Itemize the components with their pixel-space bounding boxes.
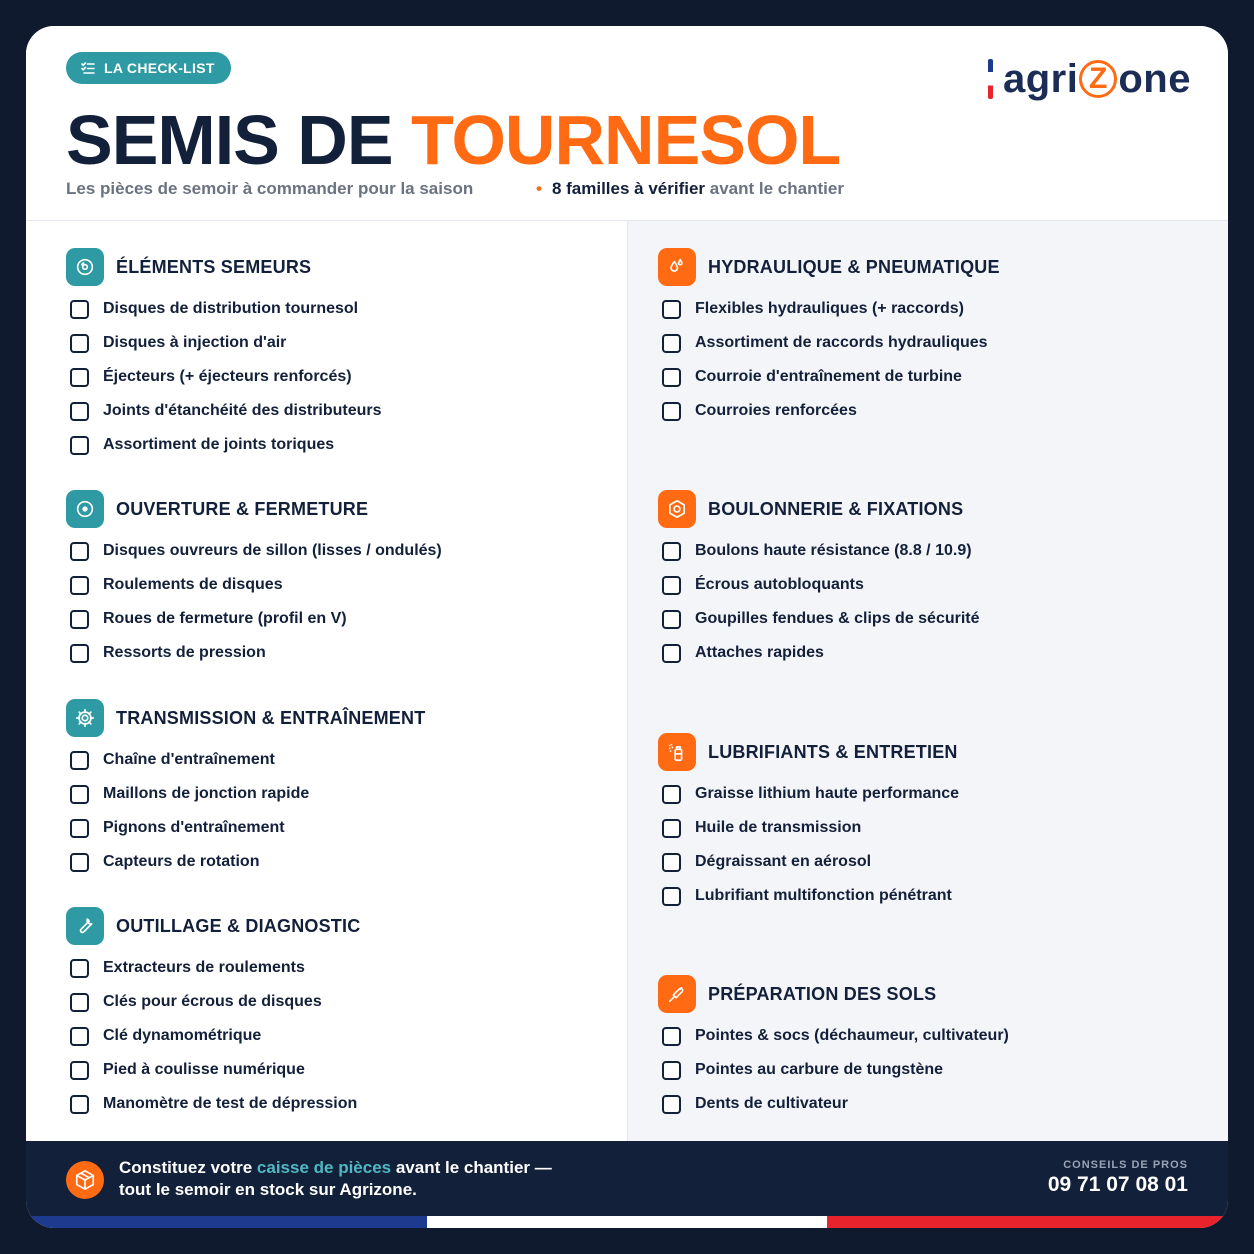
checkbox[interactable]	[662, 300, 681, 319]
section-title: TRANSMISSION & ENTRAÎNEMENT	[116, 707, 426, 728]
bullet-dot-icon: •	[536, 179, 542, 198]
checklist-item[interactable]	[658, 360, 1000, 394]
checklist-items	[66, 743, 425, 879]
section-header	[66, 699, 425, 737]
footer-message: Constituez votre caisse de pièces avant le chantier — tout le semoir en stock sur Agrizone.	[119, 1158, 552, 1199]
checklist-item[interactable]	[66, 394, 382, 428]
badge-label: LA CHECK-LIST	[104, 60, 215, 76]
item-label: Lubrifiant multifonction pénétrant	[695, 887, 952, 904]
checklist-item[interactable]	[658, 811, 959, 845]
item-label: Roues de fermeture (profil en V)	[103, 610, 347, 627]
list-check-icon	[80, 60, 96, 76]
flag-icon	[988, 59, 993, 99]
section-title: OUVERTURE & FERMETURE	[116, 498, 369, 519]
item-label: Éjecteurs (+ éjecteurs renforcés)	[103, 368, 352, 385]
contact-block	[1048, 1159, 1188, 1197]
checklist-item[interactable]	[658, 777, 959, 811]
section-ouverture-fermeture	[66, 490, 442, 670]
caisse-link[interactable]: caisse de pièces	[256, 1158, 392, 1177]
checklist-item[interactable]	[66, 1053, 360, 1087]
checklist-item[interactable]	[66, 985, 360, 1019]
target-icon	[66, 490, 104, 528]
contact-kicker: CONSEILS DE PROS	[1063, 1159, 1188, 1171]
section-lubrifiants-entretien	[658, 733, 959, 913]
item-label: Dents de cultivateur	[695, 1095, 848, 1112]
item-label: Manomètre de test de dépression	[103, 1095, 358, 1112]
item-label: Flexibles hydrauliques (+ raccords)	[695, 300, 964, 317]
checklist-items	[658, 292, 1000, 428]
checkbox[interactable]	[70, 1027, 89, 1046]
section-title: OUTILLAGE & DIAGNOSTIC	[116, 915, 361, 936]
checklist-item[interactable]	[658, 845, 959, 879]
item-label: Clé dynamométrique	[103, 1027, 262, 1044]
checklist-item[interactable]	[66, 743, 425, 777]
checkbox[interactable]	[70, 959, 89, 978]
item-label: Pied à coulisse numérique	[103, 1061, 305, 1078]
item-label: Écrous autobloquants	[695, 576, 864, 593]
section-title: PRÉPARATION DES SOLS	[708, 983, 937, 1004]
checklist-item[interactable]	[66, 568, 442, 602]
checklist-item[interactable]	[658, 1053, 1009, 1087]
checkbox[interactable]	[70, 853, 89, 872]
section-title: LUBRIFIANTS & ENTRETIEN	[708, 741, 958, 762]
checklist-item[interactable]	[66, 636, 442, 670]
phone-number[interactable]: 09 71 07 08 01	[1047, 1173, 1188, 1196]
families-note: • 8 familles à vérifier avant le chantier	[536, 179, 844, 198]
left-column	[26, 221, 627, 1141]
checklist-item[interactable]	[658, 602, 980, 636]
item-label: Graisse lithium haute performance	[695, 785, 960, 802]
agrizone-logo[interactable]	[988, 54, 1191, 104]
item-label: Huile de transmission	[695, 819, 862, 836]
section-title: BOULONNERIE & FIXATIONS	[708, 498, 964, 519]
checklist-body	[26, 221, 1228, 1141]
section-boulonnerie-fixations	[658, 490, 980, 670]
checklist-badge	[66, 52, 231, 84]
checklist-item[interactable]	[658, 879, 959, 913]
checkbox[interactable]	[662, 887, 681, 906]
droplets-icon	[658, 248, 696, 286]
checklist-items	[658, 777, 959, 913]
section-header	[66, 490, 442, 528]
disc-icon	[66, 248, 104, 286]
subtitle: Les pièces de semoir à commander pour la saison	[66, 179, 474, 198]
checkbox[interactable]	[662, 334, 681, 353]
checkbox[interactable]	[662, 542, 681, 561]
item-label: Dégraissant en aérosol	[695, 853, 872, 870]
header	[26, 26, 1228, 221]
checklist-item[interactable]	[658, 292, 1000, 326]
checklist-item[interactable]	[66, 326, 382, 360]
item-label: Courroies renforcées	[695, 402, 857, 419]
item-label: Capteurs de rotation	[103, 853, 260, 870]
checklist-items	[658, 1019, 1009, 1121]
item-label: Disques à injection d'air	[103, 334, 287, 351]
gear-icon	[66, 699, 104, 737]
item-label: Extracteurs de roulements	[103, 959, 305, 976]
checkbox[interactable]	[70, 1061, 89, 1080]
item-label: Assortiment de raccords hydrauliques	[695, 334, 988, 351]
section-hydraulique-pneumatique	[658, 248, 1000, 428]
checkbox[interactable]	[662, 576, 681, 595]
item-label: Courroie d'entraînement de turbine	[695, 368, 962, 385]
checklist-item[interactable]	[658, 636, 980, 670]
checkbox[interactable]	[662, 1061, 681, 1080]
checkbox[interactable]	[70, 819, 89, 838]
checkbox[interactable]	[70, 300, 89, 319]
checkbox[interactable]	[662, 853, 681, 872]
tricolor-stripe	[26, 1216, 1228, 1228]
item-label: Attaches rapides	[695, 644, 824, 661]
item-label: Goupilles fendues & clips de sécurité	[695, 610, 980, 627]
right-column	[628, 221, 1228, 1141]
checklist-items	[66, 951, 360, 1121]
checklist-item[interactable]	[66, 777, 425, 811]
checkbox[interactable]	[662, 1095, 681, 1114]
wrench-icon	[66, 907, 104, 945]
checkbox[interactable]	[70, 334, 89, 353]
section-header	[658, 975, 1009, 1013]
checklist-item[interactable]	[658, 1087, 1009, 1121]
item-label: Chaîne d'entraînement	[103, 751, 275, 768]
section-preparation-des-sols	[658, 975, 1009, 1121]
checkbox[interactable]	[70, 644, 89, 663]
item-label: Pointes & socs (déchaumeur, cultivateur)	[695, 1027, 1009, 1044]
checkbox[interactable]	[70, 751, 89, 770]
checkbox[interactable]	[662, 402, 681, 421]
stripe-blue	[26, 1216, 427, 1228]
section-header	[658, 248, 1000, 286]
item-label: Assortiment de joints toriques	[103, 436, 335, 453]
checkbox[interactable]	[70, 436, 89, 455]
checklist-item[interactable]	[658, 534, 980, 568]
item-label: Disques ouvreurs de sillon (lisses / ondulés)	[103, 542, 442, 559]
item-label: Pignons d'entraînement	[103, 819, 285, 836]
checklist-item[interactable]	[66, 811, 425, 845]
checklist-card	[26, 26, 1228, 1228]
nut-icon	[658, 490, 696, 528]
spray-can-icon	[658, 733, 696, 771]
logo-wordmark: agri Z one	[1003, 56, 1191, 101]
checkbox[interactable]	[662, 644, 681, 663]
checkbox[interactable]	[70, 1095, 89, 1114]
checkbox[interactable]	[70, 993, 89, 1012]
section-outillage-diagnostic	[66, 907, 360, 1121]
column-divider	[627, 221, 628, 1141]
stripe-red	[827, 1216, 1228, 1228]
checklist-item[interactable]	[66, 602, 442, 636]
item-label: Joints d'étanchéité des distributeurs	[103, 402, 382, 419]
section-header	[66, 248, 382, 286]
checklist-item[interactable]	[66, 1019, 360, 1053]
checklist-item[interactable]	[66, 534, 442, 568]
checkbox[interactable]	[70, 576, 89, 595]
checkbox[interactable]	[662, 610, 681, 629]
checklist-item[interactable]	[658, 1019, 1009, 1053]
footer-bar	[26, 1141, 1228, 1216]
checklist-item[interactable]	[66, 360, 382, 394]
section-header	[658, 733, 959, 771]
page-title: SEMIS DE TOURNESOL	[66, 101, 841, 179]
section-elements-semeurs	[66, 248, 382, 462]
section-title: ÉLÉMENTS SEMEURS	[116, 256, 312, 277]
checklist-items	[66, 534, 442, 670]
checkbox[interactable]	[662, 1027, 681, 1046]
checklist-item[interactable]	[66, 1087, 360, 1121]
checklist-item[interactable]	[658, 394, 1000, 428]
checkbox[interactable]	[70, 542, 89, 561]
checkbox[interactable]	[70, 402, 89, 421]
item-label: Roulements de disques	[103, 576, 283, 593]
section-transmission-entrainement	[66, 699, 425, 879]
checklist-item[interactable]	[66, 845, 425, 879]
item-label: Clés pour écrous de disques	[103, 993, 322, 1010]
shovel-icon	[658, 975, 696, 1013]
section-header	[658, 490, 980, 528]
checklist-item[interactable]	[66, 428, 382, 462]
checkbox[interactable]	[70, 368, 89, 387]
item-label: Pointes au carbure de tungstène	[695, 1061, 944, 1078]
item-label: Maillons de jonction rapide	[103, 785, 310, 802]
stripe-white	[427, 1216, 828, 1228]
checkbox[interactable]	[662, 819, 681, 838]
package-icon	[66, 1161, 104, 1199]
checkbox[interactable]	[70, 785, 89, 804]
checkbox[interactable]	[662, 785, 681, 804]
checklist-item[interactable]	[66, 292, 382, 326]
item-label: Ressorts de pression	[103, 644, 266, 661]
checkbox[interactable]	[70, 610, 89, 629]
item-label: Boulons haute résistance (8.8 / 10.9)	[695, 542, 972, 559]
section-header	[66, 907, 360, 945]
checklist-item[interactable]	[658, 326, 1000, 360]
checkbox[interactable]	[662, 368, 681, 387]
checklist-items	[658, 534, 980, 670]
checklist-items	[66, 292, 382, 462]
item-label: Disques de distribution tournesol	[103, 300, 359, 317]
checklist-item[interactable]	[658, 568, 980, 602]
checklist-item[interactable]	[66, 951, 360, 985]
section-title: HYDRAULIQUE & PNEUMATIQUE	[708, 256, 1000, 277]
